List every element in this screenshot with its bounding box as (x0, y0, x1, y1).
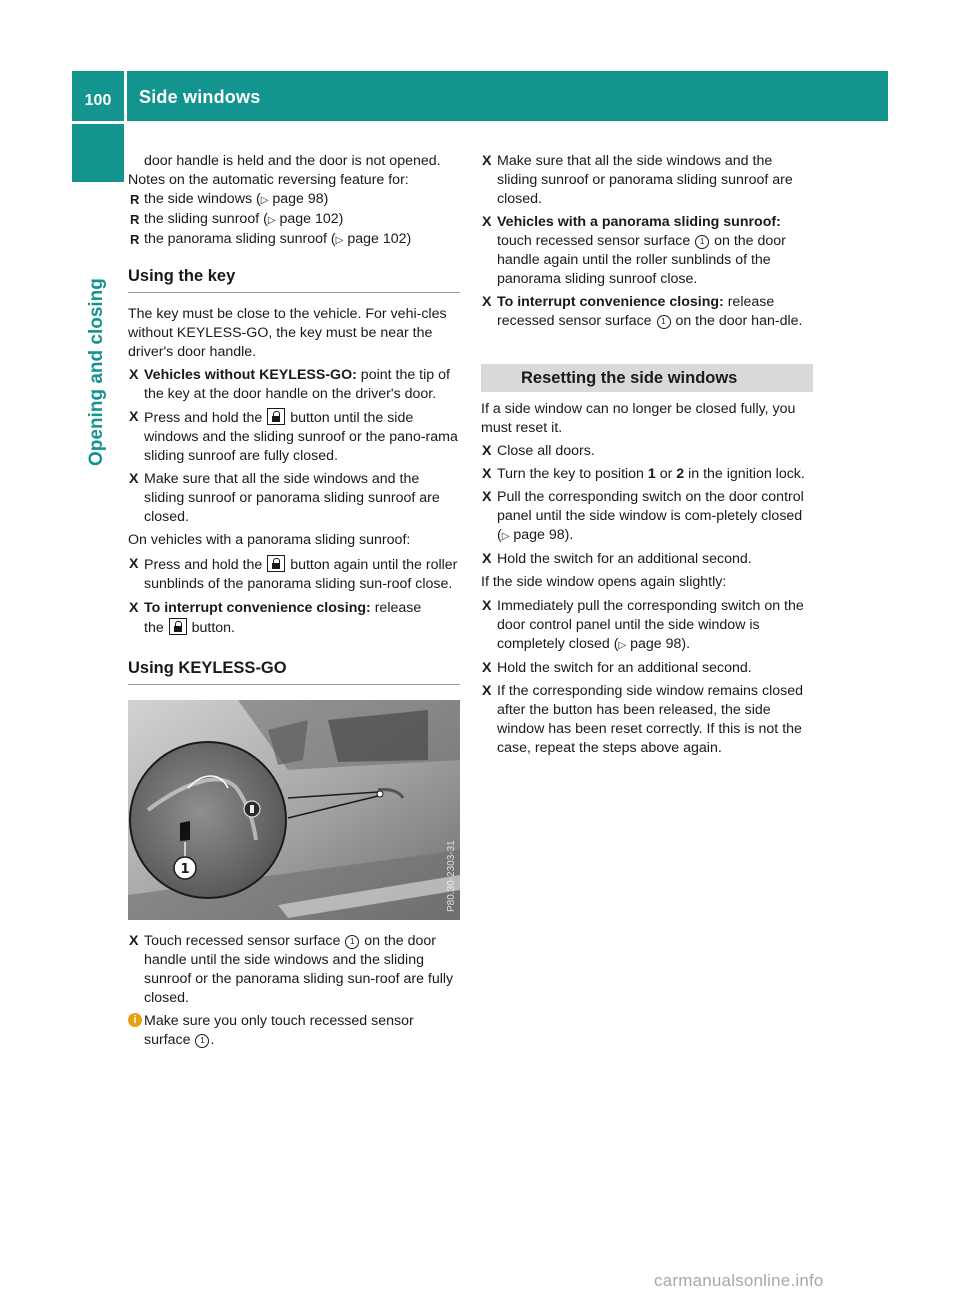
step-arrow-icon: X (482, 598, 492, 614)
step-arrow-icon: X (129, 409, 139, 425)
door-handle-photo (128, 700, 460, 920)
step-item: X Pull the corresponding switch on the door control panel until the side window is com-pletely closed (▷ page 98). (482, 489, 804, 543)
page-ref-link[interactable]: page 102) (347, 231, 412, 247)
page-ref-icon: ▷ (618, 640, 627, 651)
bullet-icon: R (130, 192, 140, 207)
page-ref-icon: ▷ (501, 531, 510, 542)
page-ref-icon: ▷ (260, 195, 269, 206)
step-item: X If the corresponding side window remains closed after the button has been released, the side window has been reset correctly. If this is not the case, repeat the steps above again. (482, 683, 803, 756)
bullet-icon: R (130, 212, 140, 227)
page-title: Side windows (139, 86, 261, 107)
step-item: X Make sure that all the side windows and the sliding sunroof or panorama sliding sunroof are closed. (482, 153, 793, 207)
callout-1-icon: 1 (695, 235, 709, 249)
step-item: X To interrupt convenience closing: release recessed sensor surface 1 on the door han-dle. (482, 294, 803, 329)
step-item: X Hold the switch for an additional second. (482, 551, 752, 567)
step-arrow-icon: X (129, 471, 139, 487)
left-column (128, 152, 460, 1050)
lock-button-icon (267, 408, 285, 425)
footer-watermark: carmanualsonline.info (654, 1271, 824, 1290)
key-paragraph: The key must be close to the vehicle. For vehi-cles without KEYLESS-GO, the key must be near the driver's door handle. (128, 306, 447, 360)
step-item: X Immediately pull the corresponding switch on the door control panel until the side window is completely closed (▷ page 98). (482, 598, 804, 652)
callout-1-label: 1 (180, 862, 190, 877)
list-item: R the sliding sunroof (▷ page 102) (130, 211, 344, 227)
info-note: i Make sure you only touch recessed sensor surface 1 . (128, 1012, 460, 1050)
photo-code-label: P80.30-2303-31 (446, 840, 457, 912)
step-arrow-icon: X (129, 600, 139, 616)
opens-again-intro: If the side window opens again slightly: (481, 574, 727, 590)
step-arrow-icon: X (482, 489, 492, 505)
step-item: X Press and hold the button until the side windows and the sliding sunroof or the pano-rama sliding sunroof are fully closed. (129, 409, 458, 464)
step-item: X Turn the key to position 1 or 2 in the ignition lock. (482, 466, 805, 482)
panorama-intro: On vehicles with a panorama sliding sunroof: (128, 532, 411, 548)
page-ref-link[interactable]: page 98). (630, 636, 691, 652)
callout-1-icon: 1 (195, 1034, 209, 1048)
step-arrow-icon: X (482, 443, 492, 459)
step-item: X Hold the switch for an additional second. (482, 660, 752, 676)
heading-resetting-side-windows: Resetting the side windows (481, 364, 813, 392)
page-ref-icon: ▷ (335, 235, 344, 246)
step-item: X Press and hold the button again until the roller sunblinds of the panorama sliding sun-roof close. (129, 556, 458, 592)
step-arrow-icon: X (482, 153, 492, 169)
lock-button-icon (267, 555, 285, 572)
heading-using-keyless-go: Using KEYLESS-GO (128, 657, 460, 685)
page-number: 100 (84, 91, 112, 109)
step-item: X Touch recessed sensor surface 1 on the door handle until the side windows and the sliding sunroof or the panorama sliding sun-roof are fully closed. (129, 933, 454, 1006)
intro-continued: door handle is held and the door is not opened. (144, 153, 441, 169)
step-arrow-icon: X (482, 214, 492, 230)
heading-using-key: Using the key (128, 265, 460, 293)
step-item: X Make sure that all the side windows and the sliding sunroof or panorama sliding sunroof are closed. (129, 471, 440, 525)
step-item: X Close all doors. (482, 443, 595, 459)
step-item: X Vehicles without KEYLESS-GO: point the tip of the key at the door handle on the driver's door. (129, 367, 450, 402)
lock-button-icon (169, 618, 187, 635)
page-ref-link[interactable]: page 98) (272, 191, 329, 207)
door-handle-illustration (128, 700, 460, 920)
step-arrow-icon: X (129, 556, 139, 572)
section-tab (72, 124, 124, 466)
step-item: X Vehicles with a panorama sliding sunroof: touch recessed sensor surface 1 on the door handle again until the roller sunblinds of the panorama sliding sunroof close. (482, 214, 786, 287)
info-icon: i (128, 1013, 142, 1027)
step-arrow-icon: X (129, 367, 139, 383)
page-ref-icon: ▷ (267, 215, 276, 226)
step-item: X To interrupt convenience closing: release the button. (129, 600, 422, 636)
callout-1-icon: 1 (657, 315, 671, 329)
step-arrow-icon: X (129, 933, 139, 949)
reset-paragraph: If a side window can no longer be closed fully, you must reset it. (481, 401, 796, 436)
section-tab-label: Opening and closing (86, 278, 107, 466)
step-arrow-icon: X (482, 466, 492, 482)
step-arrow-icon: X (482, 683, 492, 699)
right-column (481, 152, 813, 758)
list-item: R the side windows (▷ page 98) (130, 191, 329, 207)
step-arrow-icon: X (482, 660, 492, 676)
step-arrow-icon: X (482, 294, 492, 310)
reversing-notes-intro: Notes on the automatic reversing feature for: (128, 172, 409, 188)
page-header (72, 71, 888, 121)
callout-1-icon: 1 (345, 935, 359, 949)
page-ref-link[interactable]: page 102) (279, 211, 344, 227)
list-item: R the panorama sliding sunroof (▷ page 102) (130, 231, 412, 247)
step-arrow-icon: X (482, 551, 492, 567)
page-ref-link[interactable]: page 98). (513, 527, 574, 543)
bullet-icon: R (130, 232, 140, 247)
